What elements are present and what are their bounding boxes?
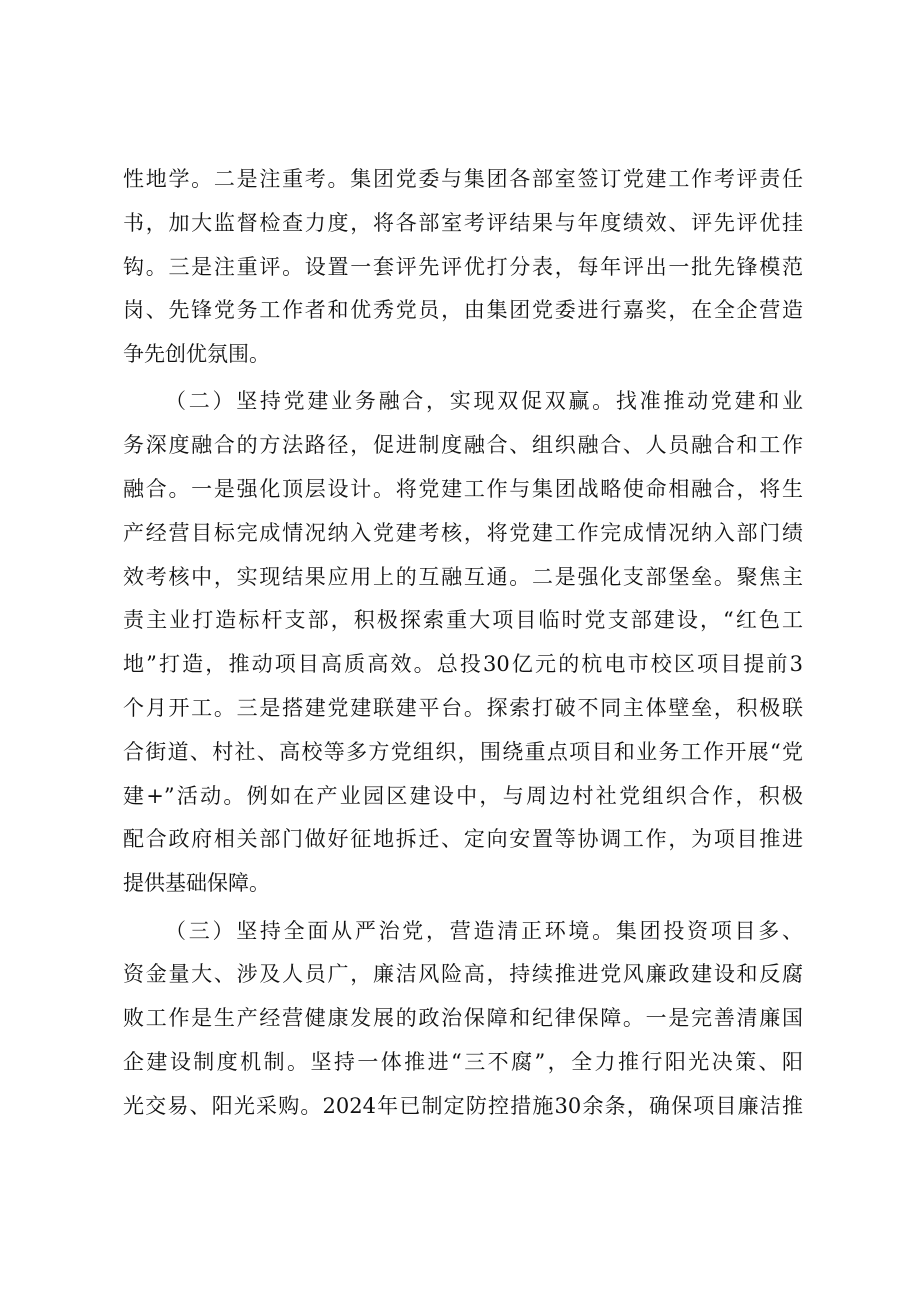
paragraph-line: 地”打造，推动项目高质高效。总投30亿元的杭电市校区项目提前3 bbox=[123, 652, 803, 677]
paragraph-line: 效考核中，实现结果应用上的互融互通。二是强化支部堡垒。聚焦主 bbox=[123, 564, 803, 589]
paragraph-line: 岗、先锋党务工作者和优秀党员，由集团党委进行嘉奖，在全企营造 bbox=[123, 298, 803, 323]
document-body bbox=[123, 158, 803, 1129]
paragraph-line: 性地学。二是注重考。集团党委与集团各部室签订党建工作考评责任 bbox=[123, 167, 803, 191]
paragraph-line: 配合政府相关部门做好征地拆迁、定向安置等协调工作，为项目推进 bbox=[123, 827, 803, 852]
paragraph-line: 争先创优氛围。 bbox=[123, 342, 270, 367]
paragraph-line: 资金量大、涉及人员广，廉洁风险高，持续推进党风廉政建设和反腐 bbox=[123, 962, 803, 987]
paragraph-1 bbox=[123, 158, 803, 377]
paragraph-2 bbox=[123, 380, 803, 906]
paragraph-line: 钩。三是注重评。设置一套评先评优打分表，每年评出一批先锋模范 bbox=[123, 254, 803, 279]
paragraph-heading-line: （二）坚持党建业务融合，实现双促双赢。找准推动党建和业 bbox=[165, 389, 803, 414]
paragraph-line: 光交易、阳光采购。2024年已制定防控措施30余条，确保项目廉洁推 bbox=[123, 1093, 803, 1118]
paragraph-heading-line: （三）坚持全面从严治党，营造清正环境。集团投资项目多、 bbox=[165, 918, 803, 943]
paragraph-line: 书，加大监督检查力度，将各部室考评结果与年度绩效、评先评优挂 bbox=[123, 210, 803, 235]
paragraph-line: 责主业打造标杆支部，积极探索重大项目临时党支部建设，“红色工 bbox=[123, 608, 803, 633]
paragraph-line: 建+”活动。例如在产业园区建设中，与周边村社党组织合作，积极 bbox=[123, 783, 803, 808]
paragraph-3 bbox=[123, 910, 803, 1129]
paragraph-line: 产经营目标完成情况纳入党建考核，将党建工作完成情况纳入部门绩 bbox=[123, 520, 803, 545]
paragraph-line: 个月开工。三是搭建党建联建平台。探索打破不同主体壁垒，积极联 bbox=[123, 696, 803, 721]
paragraph-line: 务深度融合的方法路径，促进制度融合、组织融合、人员融合和工作 bbox=[123, 433, 803, 458]
paragraph-line: 融合。一是强化顶层设计。将党建工作与集团战略使命相融合，将生 bbox=[123, 477, 803, 502]
paragraph-line: 提供基础保障。 bbox=[123, 871, 270, 896]
paragraph-line: 败工作是生产经营健康发展的政治保障和纪律保障。一是完善清廉国 bbox=[123, 1006, 803, 1031]
paragraph-line: 合街道、村社、高校等多方党组织，围绕重点项目和业务工作开展“党 bbox=[123, 739, 803, 764]
paragraph-line: 企建设制度机制。坚持一体推进“三不腐”，全力推行阳光决策、阳 bbox=[123, 1049, 803, 1074]
